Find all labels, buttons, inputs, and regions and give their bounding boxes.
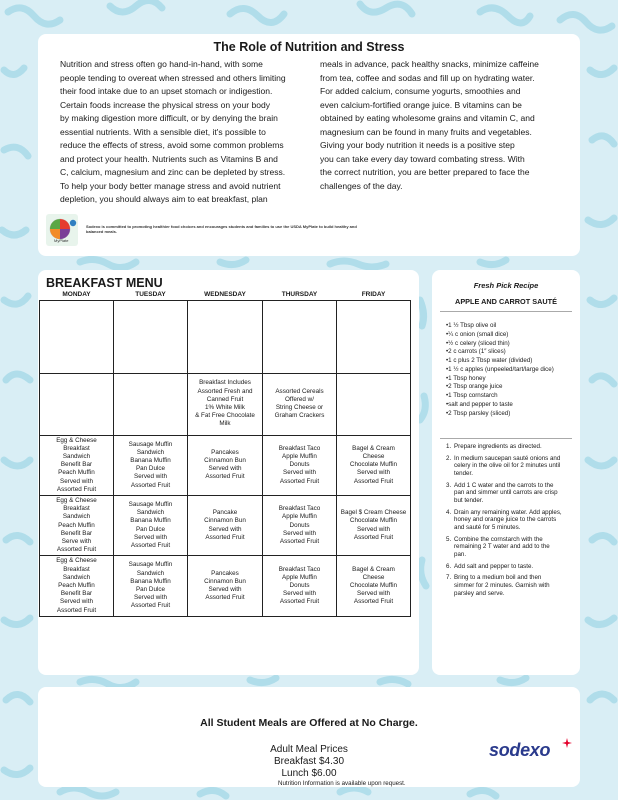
article-line: even calcium-fortified orange juice. B vitamins can be bbox=[320, 99, 522, 110]
menu-cell-monday bbox=[40, 556, 114, 616]
menu-item-line: Peach Muffin bbox=[58, 581, 95, 589]
menu-item-line: Benefit Bar bbox=[60, 529, 93, 537]
menu-title: BREAKFAST MENU bbox=[46, 276, 163, 290]
menu-cell-wednesday bbox=[188, 373, 263, 435]
menu-item-line: Pancakes bbox=[211, 448, 239, 456]
menu-item-line: Pan Dulce bbox=[135, 525, 166, 533]
step-line: Add salt and pepper to taste. bbox=[454, 562, 534, 570]
menu-cell-monday bbox=[40, 300, 114, 373]
article-line: you can take every day toward combating stress. With bbox=[320, 153, 525, 164]
menu-cell-wednesday bbox=[188, 556, 263, 616]
menu-item-line: Served with bbox=[357, 590, 390, 598]
article-line: the correct nutrition, you are better prepared to face the bbox=[320, 167, 530, 178]
article-line: by making digestion more difficult, or by denying the brain bbox=[60, 113, 278, 124]
menu-cell-monday bbox=[40, 495, 114, 555]
nutrition-info-note: Nutrition Information is available upon request. bbox=[278, 780, 406, 787]
menu-item-line: Sausage Muffin bbox=[128, 561, 173, 569]
breakfast-menu-table bbox=[39, 290, 411, 617]
recipe-step bbox=[446, 443, 574, 451]
menu-row bbox=[40, 373, 411, 435]
article-line: people tending to overeat when stressed and others limiting bbox=[60, 72, 286, 83]
menu-item-line: Milk bbox=[219, 420, 231, 428]
menu-item-line: Graham Crackers bbox=[274, 412, 325, 420]
myplate-note: Sodexo is committed to promoting healthier food choices and encourages students and families to use the USDA MyPlate to build healthy and balanced meals. bbox=[86, 224, 357, 234]
ingredient-item: • 2 Tbsp parsley (sliced) bbox=[446, 410, 578, 419]
menu-item-line: Cinnamon Bun bbox=[204, 457, 246, 464]
recipe-step bbox=[446, 455, 574, 478]
article-line: Nutrition and stress often go hand-in-hand, with some bbox=[60, 59, 263, 69]
article-line: challenges of the day. bbox=[320, 180, 403, 191]
day-header-thursday: THURSDAY bbox=[281, 290, 318, 298]
sodexo-logo bbox=[489, 738, 579, 762]
menu-item-line: Apple Muffin bbox=[282, 452, 317, 460]
menu-item-line: Egg & Cheese bbox=[56, 496, 97, 504]
menu-row bbox=[40, 556, 411, 616]
recipe-steps bbox=[446, 443, 574, 601]
menu-item-line: Cheese bbox=[362, 452, 385, 460]
lunch-price: Lunch $6.00 bbox=[281, 768, 337, 779]
menu-item-line: Canned Fruit bbox=[206, 395, 244, 403]
menu-item-line: Breakfast bbox=[63, 444, 90, 452]
myplate-brand-label: MyPlate bbox=[54, 238, 69, 243]
article-line: from tea, coffee and sodas and fill up on hydrating water. bbox=[320, 72, 535, 83]
menu-item-line: Banana Muffin bbox=[130, 517, 171, 525]
menu-item-line: Pan Dulce bbox=[135, 586, 166, 594]
ingredient-item: • 2 Tbsp orange juice bbox=[446, 383, 578, 392]
recipe-step bbox=[446, 482, 574, 505]
article-line: magnesium can be found in many fruits and vegetables. bbox=[320, 126, 532, 137]
menu-item-line: Sandwich bbox=[62, 513, 91, 521]
step-line: In medium saucepan sauté onions and bbox=[454, 454, 561, 462]
menu-cell-monday bbox=[40, 373, 114, 435]
menu-item-line: Assorted Fruit bbox=[205, 594, 245, 602]
menu-item-line: Sandwich bbox=[62, 573, 91, 581]
ingredient-item: • 1 Tbsp cornstarch bbox=[446, 392, 578, 401]
recipe-divider bbox=[440, 438, 572, 439]
ingredient-item: • ½ c celery (sliced thin) bbox=[446, 340, 578, 349]
menu-item-line: Assorted Fruit bbox=[353, 533, 394, 541]
menu-item-line: Chocolate Muffin bbox=[349, 581, 398, 589]
menu-cell-tuesday bbox=[114, 495, 188, 555]
menu-cell-thursday bbox=[263, 435, 337, 495]
menu-cell-wednesday bbox=[188, 495, 263, 555]
step-number: 5. bbox=[446, 535, 452, 543]
article-line: essential nutrients. With a sensible diet, it's possible to bbox=[60, 126, 266, 137]
star-icon bbox=[562, 738, 572, 748]
recipe-step bbox=[446, 574, 574, 597]
menu-item-line: String Cheese or bbox=[275, 404, 324, 411]
menu-item-line: Bagel & Cream bbox=[352, 565, 395, 573]
menu-item-line: Assorted Fruit bbox=[56, 485, 97, 493]
menu-cell-thursday bbox=[263, 300, 337, 373]
menu-item-line: Served with bbox=[134, 473, 167, 481]
step-line: pan. bbox=[454, 550, 467, 558]
article-line: Giving your body nutrition it needs is a positive step bbox=[320, 140, 515, 151]
menu-item-line: Donuts bbox=[289, 581, 310, 589]
ingredient-item: • 2 c carrots (1″ slices) bbox=[446, 348, 578, 357]
menu-item-line: Served with bbox=[283, 529, 316, 537]
day-header-tuesday: TUESDAY bbox=[135, 290, 166, 298]
menu-item-line: Assorted Fruit bbox=[279, 598, 320, 606]
menu-item-line: Assorted Fruit bbox=[130, 481, 171, 489]
day-header-friday: FRIDAY bbox=[361, 290, 386, 298]
menu-row bbox=[40, 300, 411, 373]
menu-cell-wednesday bbox=[188, 435, 263, 495]
article-column-right bbox=[320, 58, 565, 193]
menu-item-line: Donuts bbox=[289, 461, 310, 469]
menu-item-line: Peach Muffin bbox=[58, 469, 95, 477]
recipe-card bbox=[432, 270, 580, 675]
step-number: 3. bbox=[446, 481, 452, 489]
menu-header-row bbox=[40, 290, 411, 300]
step-line: parsley and serve. bbox=[454, 589, 505, 597]
menu-item-line: Served with bbox=[208, 465, 242, 473]
menu-item-line: Chocolate Muffin bbox=[349, 517, 398, 525]
article-line: For added calcium, consume yogurts, smoothies and bbox=[320, 86, 521, 97]
menu-item-line: Assorted Fruit bbox=[279, 537, 320, 545]
menu-row bbox=[40, 435, 411, 495]
ingredient-item: • 1 ½ c apples (unpeeled/tart/large dice) bbox=[446, 366, 578, 375]
menu-item-line: Offered w/ bbox=[285, 395, 314, 403]
sodexo-wordmark: sodexo bbox=[489, 740, 551, 760]
menu-item-line: Served with bbox=[134, 594, 167, 602]
ingredient-list bbox=[446, 322, 578, 418]
article-line: C, calcium, magnesium and zinc can be depleted by stress. bbox=[60, 167, 286, 178]
breakfast-price: Breakfast $4.30 bbox=[273, 756, 345, 767]
article-line: and protect your health. Nutrients such as Vitamins B and bbox=[60, 153, 278, 164]
article-line: To help your body better manage stress and avoid nutrient bbox=[60, 180, 281, 191]
menu-item-line: Breakfast bbox=[63, 565, 90, 573]
ingredient-item: • 1 c plus 2 Tbsp water (divided) bbox=[446, 357, 578, 366]
menu-cell-friday bbox=[337, 435, 411, 495]
menu-item-line: Serve with bbox=[61, 537, 92, 545]
step-number: 1. bbox=[446, 443, 452, 450]
menu-cell-friday bbox=[337, 495, 411, 555]
step-number: 7. bbox=[446, 574, 452, 582]
menu-item-line: Served with bbox=[208, 525, 242, 533]
article-line: Certain foods increase the physical stress on your body bbox=[60, 99, 270, 110]
menu-cell-tuesday bbox=[114, 435, 188, 495]
step-line: and sauté for 5 minutes. bbox=[454, 523, 521, 531]
menu-item-line: Banana Muffin bbox=[130, 457, 171, 464]
menu-item-line: Assorted Fruit bbox=[130, 602, 171, 610]
nutrition-article-card bbox=[38, 34, 580, 256]
menu-item-line: Cinnamon Bun bbox=[204, 577, 246, 585]
menu-item-line: 1% White Milk bbox=[205, 404, 245, 411]
menu-item-line: Sandwich bbox=[136, 448, 165, 456]
menu-item-line: Assorted Fruit bbox=[205, 473, 245, 481]
ingredient-item: • salt and pepper to taste bbox=[446, 401, 578, 410]
step-line: remaining 2 T water and add to the bbox=[454, 543, 550, 551]
ingredient-item: • 1 Tbsp honey bbox=[446, 375, 578, 384]
step-line: Bring to a medium boil and then bbox=[454, 574, 542, 582]
menu-item-line: Banana Muffin bbox=[130, 577, 171, 585]
menu-item-line: Served with bbox=[357, 525, 390, 533]
pricing-card bbox=[38, 687, 580, 787]
menu-cell-thursday bbox=[263, 495, 337, 555]
menu-cell-thursday bbox=[263, 556, 337, 616]
menu-cell-tuesday bbox=[114, 300, 188, 373]
menu-item-line: Breakfast Includes bbox=[199, 379, 251, 387]
menu-item-line: Egg & Cheese bbox=[56, 557, 97, 565]
menu-cell-tuesday bbox=[114, 373, 188, 435]
menu-item-line: Pan Dulce bbox=[135, 465, 166, 473]
day-header-wednesday: WEDNESDAY bbox=[204, 290, 246, 298]
menu-item-line: Assorted Fruit bbox=[353, 477, 394, 485]
menu-item-line: Served with bbox=[357, 469, 390, 477]
step-line: honey and orange juice to the carrots bbox=[454, 516, 557, 524]
menu-cell-wednesday bbox=[188, 300, 263, 373]
menu-item-line: Chocolate Muffin bbox=[349, 461, 398, 469]
menu-item-line: Apple Muffin bbox=[282, 513, 317, 521]
article-line: meals in advance, pack healthy snacks, minimize caffeine bbox=[320, 59, 539, 69]
article-line: reduce the effects of stress, avoid some common problems bbox=[60, 140, 284, 151]
menu-item-line: Assorted Fruit bbox=[56, 546, 97, 554]
menu-cell-friday bbox=[337, 300, 411, 373]
menu-item-line: Assorted Fruit bbox=[279, 477, 320, 485]
menu-item-line: Served with bbox=[283, 469, 316, 477]
step-number: 4. bbox=[446, 508, 452, 516]
menu-item-line: Donuts bbox=[289, 521, 310, 529]
menu-item-line: Peach Muffin bbox=[58, 521, 95, 529]
menu-body bbox=[40, 300, 411, 616]
myplate-block bbox=[46, 214, 366, 248]
day-header-monday: MONDAY bbox=[62, 290, 91, 298]
step-line: celery in the olive oil for 2 minutes until bbox=[454, 462, 561, 470]
menu-item-line: Sandwich bbox=[136, 509, 165, 517]
step-line: tender. bbox=[454, 469, 473, 477]
menu-row bbox=[40, 495, 411, 555]
menu-item-line: Served with bbox=[208, 586, 242, 594]
step-line: Add 1 C water and the carrots to the bbox=[454, 481, 554, 489]
menu-item-line: Assorted Fruit bbox=[353, 598, 394, 606]
article-line: depletion, you should always aim to eat breakfast, plan bbox=[60, 194, 268, 205]
menu-item-line: Assorted Fruit bbox=[56, 606, 97, 614]
menu-item-line: Sausage Muffin bbox=[128, 501, 173, 509]
step-line: Combine the cornstarch with the bbox=[454, 535, 543, 543]
menu-item-line: Served with bbox=[60, 477, 93, 485]
menu-item-line: Breakfast Taco bbox=[278, 505, 321, 513]
menu-item-line: Egg & Cheese bbox=[56, 436, 97, 444]
menu-item-line: Benefit Bar bbox=[60, 590, 93, 598]
menu-item-line: Served with bbox=[283, 590, 316, 598]
recipe-kicker: Fresh Pick Recipe bbox=[473, 281, 539, 290]
menu-cell-friday bbox=[337, 373, 411, 435]
step-line: simmer for 2 minutes. Garnish with bbox=[454, 582, 550, 590]
step-line: but tender. bbox=[454, 496, 484, 504]
step-number: 6. bbox=[446, 562, 452, 570]
article-column-left bbox=[60, 58, 315, 207]
menu-item-line: Pancake bbox=[212, 509, 238, 517]
ingredient-item: • 1 ½ Tbsp olive oil bbox=[446, 322, 578, 331]
step-number: 2. bbox=[446, 454, 452, 462]
menu-item-line: Apple Muffin bbox=[282, 573, 317, 581]
menu-cell-thursday bbox=[263, 373, 337, 435]
menu-cell-friday bbox=[337, 556, 411, 616]
recipe-step bbox=[446, 563, 574, 571]
menu-cell-monday bbox=[40, 435, 114, 495]
adult-prices-heading: Adult Meal Prices bbox=[270, 744, 348, 755]
free-meals-note: All Student Meals are Offered at No Charge. bbox=[200, 717, 418, 729]
article-line: obtained by eating wholesome grains and vitamin C, and bbox=[320, 113, 535, 124]
menu-item-line: Sausage Muffin bbox=[128, 440, 173, 448]
step-line: pan and simmer until carrots are crisp bbox=[454, 489, 558, 497]
step-line: Prepare ingredients as directed. bbox=[454, 443, 542, 450]
menu-item-line: Breakfast bbox=[63, 505, 90, 513]
menu-item-line: Bagel & Cream bbox=[352, 444, 395, 452]
menu-item-line: Served with bbox=[60, 598, 93, 606]
recipe-title: APPLE AND CARROT SAUTÉ bbox=[455, 297, 557, 306]
menu-item-line: Breakfast Taco bbox=[278, 444, 321, 452]
menu-item-line: Bagel $ Cream Cheese bbox=[340, 509, 407, 517]
menu-item-line: Pancakes bbox=[211, 569, 239, 577]
step-line: Drain any remaining water. Add apples, bbox=[454, 508, 562, 516]
ingredient-item: • ¼ c onion (small dice) bbox=[446, 331, 578, 340]
menu-item-line: Cinnamon Bun bbox=[204, 517, 246, 525]
menu-item-line: & Fat Free Chocolate bbox=[195, 412, 255, 420]
recipe-divider bbox=[440, 311, 572, 312]
article-line: their food intake due to an upset stomach or indigestion. bbox=[60, 86, 273, 97]
menu-item-line: Breakfast Taco bbox=[278, 565, 321, 573]
recipe-step bbox=[446, 509, 574, 532]
menu-item-line: Sandwich bbox=[136, 569, 165, 577]
article-title: The Role of Nutrition and Stress bbox=[213, 40, 405, 54]
menu-item-line: Assorted Fruit bbox=[130, 542, 171, 550]
menu-cell-tuesday bbox=[114, 556, 188, 616]
menu-item-line: Benefit Bar bbox=[60, 461, 93, 469]
recipe-step bbox=[446, 536, 574, 559]
menu-item-line: Cheese bbox=[362, 573, 385, 581]
menu-item-line: Assorted Cereals bbox=[275, 387, 324, 395]
menu-item-line: Assorted Fruit bbox=[205, 533, 245, 541]
menu-item-line: Sandwich bbox=[62, 452, 91, 460]
menu-item-line: Served with bbox=[134, 533, 167, 541]
menu-item-line: Assorted Fresh and bbox=[197, 387, 253, 395]
